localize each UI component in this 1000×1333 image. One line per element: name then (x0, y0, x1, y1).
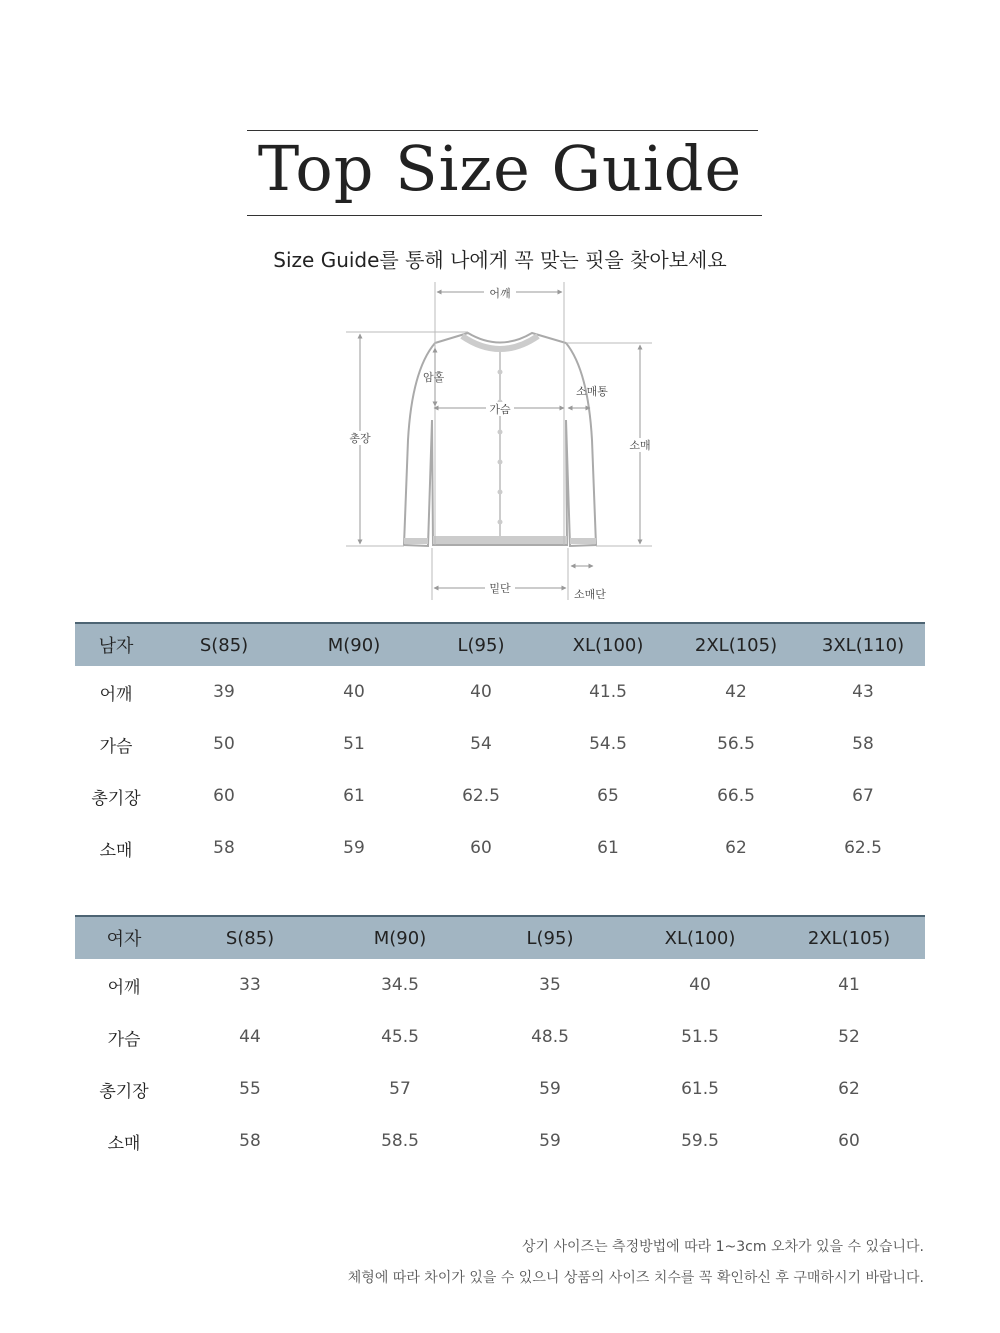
table-cell: 33 (239, 975, 261, 995)
table-cell: 58.5 (381, 1131, 419, 1151)
table-cell: 66.5 (717, 786, 755, 806)
men-header-size: 3XL(110) (801, 623, 925, 666)
label-sleeve: 소매 (629, 439, 651, 452)
table-cell: 50 (213, 734, 235, 754)
label-shoulder: 어깨 (489, 287, 511, 300)
table-cell: 48.5 (531, 1027, 569, 1047)
table-cell: 61.5 (681, 1079, 719, 1099)
label-total-length: 총장 (349, 432, 371, 445)
table-row (75, 666, 925, 718)
label-cuff: 소매단 (574, 588, 606, 601)
table-cell: 61 (343, 786, 365, 806)
women-table-header-row (75, 916, 925, 959)
table-cell: 62.5 (462, 786, 500, 806)
row-label: 소매 (99, 840, 133, 861)
page-title: Top Size Guide (257, 132, 743, 205)
women-size-table (75, 915, 925, 1167)
table-row (75, 1063, 925, 1115)
table-cell: 40 (689, 975, 711, 995)
table-cell: 43 (852, 682, 874, 702)
table-cell: 58 (852, 734, 874, 754)
table-cell: 41.5 (589, 682, 627, 702)
table-cell: 41 (838, 975, 860, 995)
men-table-header-row (75, 623, 925, 666)
label-armhole: 암홀 (423, 371, 445, 384)
table-cell: 60 (470, 838, 492, 858)
table-cell: 62.5 (844, 838, 882, 858)
table-cell: 45.5 (381, 1027, 419, 1047)
table-cell: 59 (539, 1131, 561, 1151)
table-cell: 59 (539, 1079, 561, 1099)
men-header-size: M(90) (291, 623, 417, 666)
label-sleeve-width: 소매통 (576, 385, 608, 398)
table-cell: 58 (213, 838, 235, 858)
table-cell: 40 (470, 682, 492, 702)
men-header-size: XL(100) (545, 623, 671, 666)
table-cell: 61 (597, 838, 619, 858)
table-row (75, 770, 925, 822)
table-cell: 51 (343, 734, 365, 754)
table-cell: 55 (239, 1079, 261, 1099)
table-cell: 56.5 (717, 734, 755, 754)
table-cell: 62 (725, 838, 747, 858)
row-label: 어깨 (99, 684, 133, 705)
row-label: 총기장 (99, 1081, 149, 1102)
women-header-gender: 여자 (75, 916, 173, 959)
table-cell: 67 (852, 786, 874, 806)
women-header-size: L(95) (473, 916, 627, 959)
table-cell: 34.5 (381, 975, 419, 995)
table-cell: 62 (838, 1079, 860, 1099)
women-header-size: 2XL(105) (773, 916, 925, 959)
label-chest: 가슴 (489, 403, 511, 416)
table-cell: 54.5 (589, 734, 627, 754)
table-cell: 65 (597, 786, 619, 806)
men-size-table (75, 622, 925, 874)
table-cell: 44 (239, 1027, 261, 1047)
row-label: 가슴 (107, 1029, 141, 1050)
table-cell: 42 (725, 682, 747, 702)
men-header-size: L(95) (417, 623, 545, 666)
table-cell: 35 (539, 975, 561, 995)
row-label: 어깨 (107, 977, 141, 998)
row-label: 소매 (107, 1133, 141, 1154)
cardigan-measurement-diagram (0, 275, 1000, 615)
purchase-note: 체형에 따라 차이가 있을 수 있으니 상품의 사이즈 치수를 꼭 확인하신 후 구매하시기 바랍니다. (347, 1270, 924, 1286)
cardigan-outline (404, 333, 596, 546)
table-row (75, 718, 925, 770)
table-cell: 40 (343, 682, 365, 702)
women-header-size: XL(100) (627, 916, 773, 959)
women-header-size: S(85) (173, 916, 327, 959)
table-cell: 58 (239, 1131, 261, 1151)
table-cell: 60 (213, 786, 235, 806)
table-row (75, 822, 925, 874)
table-cell: 57 (389, 1079, 411, 1099)
title-bottom-rule (247, 215, 762, 216)
table-cell: 39 (213, 682, 235, 702)
table-cell: 59 (343, 838, 365, 858)
table-cell: 59.5 (681, 1131, 719, 1151)
table-row (75, 959, 925, 1011)
table-cell: 51.5 (681, 1027, 719, 1047)
title-top-rule (247, 130, 758, 131)
label-hem: 밑단 (489, 582, 511, 595)
measurement-note: 상기 사이즈는 측정방법에 따라 1~3cm 오차가 있을 수 있습니다. (522, 1239, 924, 1255)
page-subtitle: Size Guide를 통해 나에게 꼭 맞는 핏을 찾아보세요 (273, 248, 727, 272)
row-label: 총기장 (91, 788, 141, 809)
row-label: 가슴 (99, 736, 133, 757)
men-header-size: 2XL(105) (671, 623, 801, 666)
table-cell: 60 (838, 1131, 860, 1151)
men-header-size: S(85) (157, 623, 291, 666)
table-cell: 52 (838, 1027, 860, 1047)
table-row (75, 1011, 925, 1063)
women-header-size: M(90) (327, 916, 473, 959)
table-cell: 54 (470, 734, 492, 754)
men-header-gender: 남자 (75, 623, 157, 666)
table-row (75, 1115, 925, 1167)
